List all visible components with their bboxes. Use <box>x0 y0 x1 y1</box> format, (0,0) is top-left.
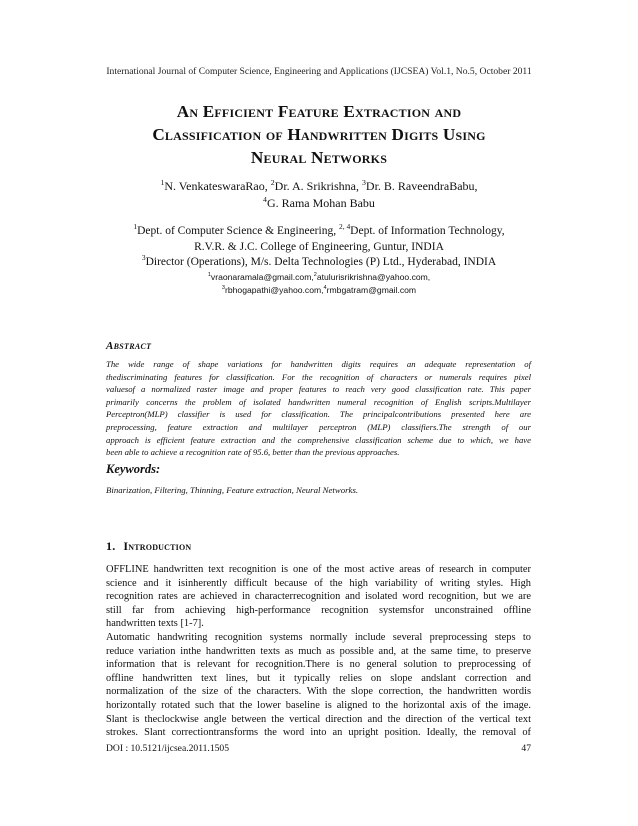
paper-title <box>80 100 558 169</box>
page-number: 47 <box>521 743 531 754</box>
paragraph-line: Slant is theclockwise angle between the vertical direction and the direction of the vertical text <box>106 713 531 725</box>
email-address: atulurisrikrishna@yahoo.com, <box>316 271 431 282</box>
abstract-line: thediscriminating features for classification. For the recognition of characters or numerals requires pixel <box>106 371 531 382</box>
affiliation-line <box>40 224 598 240</box>
abstract-line: approach is efficient feature extraction and the comprehensive classification scheme due to which, we have <box>106 434 531 445</box>
author-line <box>60 178 578 195</box>
paragraph-line: Automatic handwriting recognition systems normally include several preprocessing steps to <box>106 632 531 643</box>
intro-paragraph-2 <box>106 631 531 740</box>
affiliation-line: R.V.R. & J.C. College of Engineering, Guntur, INDIA <box>194 240 444 253</box>
author-superscript: 2 <box>270 178 275 187</box>
paragraph-line: horizontally rotated such that the lower baseline is aligned to the horizontal axis of the image. <box>106 699 531 711</box>
paragraph-line: handwritten texts [1-7]. <box>106 618 204 630</box>
paragraph-line: science and it isinherently difficult because of the high variability of writing styles. High <box>106 577 531 589</box>
affiliation-text: Director (Operations), M/s. Delta Technologies (P) Ltd., Hyderabad, INDIA <box>145 256 497 268</box>
author-list <box>60 178 578 212</box>
abstract-line: Perceptron(MLP) classifier is used for classification. The principalcontributions presented here are <box>106 409 531 420</box>
affiliations <box>40 224 598 297</box>
email-superscript: 3 <box>221 284 225 291</box>
affiliation-superscript: 2, 4 <box>338 222 351 232</box>
abstract-line: The wide range of shape variations for handwritten digits requires an adequate representation of <box>106 359 531 369</box>
section-number: 1. <box>106 539 116 553</box>
abstract-line: been able to achieve a recognition rate of 95.6, better than the previous approaches. <box>106 447 400 458</box>
title-line: An Efficient Feature Extraction and <box>176 102 462 121</box>
paragraph-line: recognition rates are achieved in characterrecognition and isolated word recognition, but we are <box>106 591 531 603</box>
paragraph-line: information that is relevant for recognition.There is no general solution to preprocessing of <box>106 659 531 671</box>
author-line <box>60 195 578 212</box>
email-address: rmbgatram@gmail.com <box>326 284 417 295</box>
affiliation-line <box>40 255 598 271</box>
email-superscript: 2 <box>313 271 317 278</box>
keywords-heading: Keywords: <box>106 462 161 476</box>
author-name: Dr. A. Srikrishna, <box>274 179 363 193</box>
paragraph-line: normalization of the size of the characters. With the slope correction, the handwritten wordis <box>106 686 531 698</box>
keywords-list: Binarization, Filtering, Thinning, Feature extraction, Neural Networks. <box>106 485 359 495</box>
section-title: Introduction <box>123 539 192 553</box>
email-line <box>40 271 598 284</box>
paragraph-line: strokes. Slant correctiontransforms the word into an upright position. Ideally, the removal of <box>106 727 531 739</box>
affiliation-superscript: 1 <box>133 222 138 232</box>
paragraph-line: offline handwritten text lines, but it typically relies on slope andslant correction and <box>106 672 531 684</box>
author-superscript: 1 <box>160 178 165 187</box>
email-line <box>40 284 598 297</box>
affiliation-text: Dept. of Computer Science & Engineering, <box>137 225 339 237</box>
email-superscript: 1 <box>207 271 211 278</box>
author-name: Dr. B. RaveendraBabu, <box>365 179 478 193</box>
footer-doi: DOI : 10.5121/ijcsea.2011.1505 <box>106 743 230 754</box>
author-superscript: 4 <box>263 195 267 204</box>
abstract-body <box>106 358 531 459</box>
running-header: International Journal of Computer Science, Engineering and Applications (IJCSEA) Vol.1, No.5, October 2011 <box>106 66 532 77</box>
affiliation-text: Dept. of Information Technology, <box>350 225 505 237</box>
author-name: G. Rama Mohan Babu <box>266 196 375 210</box>
paragraph-line: reduce variation inthe handwritten texts as much as possible and, at the same time, to preserve <box>106 645 531 657</box>
author-name: N. VenkateswaraRao, <box>164 179 271 193</box>
email-superscript: 4 <box>323 284 327 291</box>
title-line: Neural Networks <box>250 148 388 167</box>
author-superscript: 3 <box>362 178 366 187</box>
abstract-line: preprocessing, feature extraction and multilayer perceptron (MLP) classifiers.The strength of our <box>106 421 531 432</box>
abstract-heading: Abstract <box>106 340 152 352</box>
affiliation-superscript: 3 <box>141 253 146 263</box>
paragraph-line: OFFLINE handwritten text recognition is one of the most active areas of research in computer <box>106 564 531 575</box>
title-line: Classification of Handwritten Digits Using <box>152 125 486 144</box>
paragraph-line: still far from achieving high-performance recognition systemsfor unconstrained offline <box>106 604 531 616</box>
abstract-line: primarily concerns the problem of isolated handwritten numeral recognition of English scripts.Multilayer <box>106 396 531 407</box>
email-address: vraonaramala@gmail.com, <box>210 271 314 282</box>
intro-paragraph-1 <box>106 563 531 631</box>
email-address: rbhogapathi@yahoo.com, <box>225 284 324 295</box>
abstract-line: valuesof a normalized raster image and proper features to reach very good classification rate. This paper <box>106 384 531 395</box>
section-heading <box>106 539 191 554</box>
